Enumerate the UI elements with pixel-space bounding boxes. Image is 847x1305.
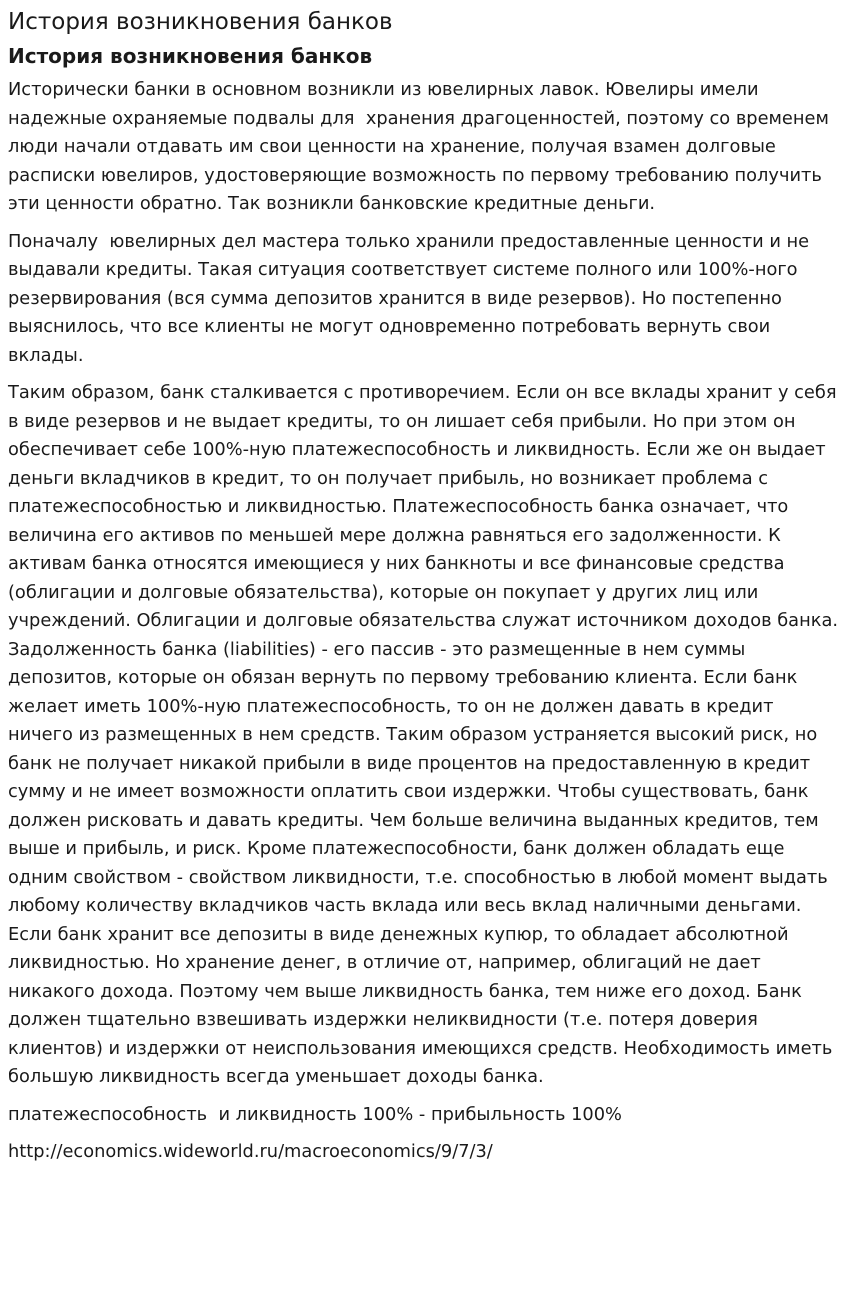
paragraph-full-reserve: Поначалу ювелирных дел мастера только хранили предоставленные ценности и не выдавали кредиты. Такая ситуация соответствует системе полного или 100%-ного резервирования (вся сумма депозитов хранится в виде резервов). Но постепенно выяснилось, что все клиенты не могут одновременно потребовать вернуть свои вклады. bbox=[8, 230, 815, 366]
article-heading: История возникновения банков bbox=[8, 44, 373, 68]
paragraph-origin: Исторически банки в основном возникли из ювелирных лавок. Ювелиры имели надежные охраняемые подвалы для хранения драгоценностей, поэтому со временем люди начали отдавать им свои ценности на хранение, получая взамен долговые расписки ювелиров, удостоверяющие возможность по первому требованию получить эти ценности обратно. Так возникли банковские кредитные деньги. bbox=[8, 79, 835, 214]
paragraph-solvency-liquidity: Таким образом, банк сталкивается с противоречием. Если он все вклады хранит у себя в виде резервов и не выдает кредиты, то он лишает себя прибыли. Но при этом он обеспечивает себе 100%-ную платежеспособность и ликвидность. Если же он выдает деньги вкладчиков в кредит, то он получает прибыль, но возникает проблема с платежеспособностью и ликвидностью. Платежеспособность банка означает, что величина его активов по меньшей мере должна равняться его задолженности. К активам банка относятся имеющиеся у них банкноты и все финансовые средства (облигации и долговые обязательства), которые он покупает у других лиц или учреждений. Облигации и долговые обязательства служат источником доходов банка. Задолженность банка (liabilities) - его пассив - это размещенные в нем суммы депозитов, которые он обязан вернуть по первому требованию клиента. Если банк желает иметь 100%-ную платежеспособность, то он не должен давать в кредит ничего из размещенных в нем средств. Таким образом устраняется высокий риск, но банк не получает никакой прибыли в виде процентов на предоставленную в кредит сумму и не имеет возможности оплатить свои издержки. Чтобы существовать, банк должен рисковать и давать кредиты. Чем больше величина выданных кредитов, тем выше и прибыль, и риск. Кроме платежеспособности, банк должен обладать еще одним свойством - свойством ликвидности, т.е. способностью в любой момент выдать любому количеству вкладчиков часть вклада или весь вклад наличными деньгами. Если банк хранит все депозиты в виде денежных купюр, то обладает абсолютной ликвидностью. Но хранение денег, в отличие от, например, облигаций не дает никакого дохода. Поэтому чем выше ликвидность банка, тем ниже его доход. Банк должен тщательно взвешивать издержки неликвидности (т.е. потеря доверия клиентов) и издержки от неиспользования имеющихся средств. Необходимость иметь большую ликвидность всегда уменьшает доходы банка. bbox=[8, 382, 844, 1087]
page-title: История возникновения банков bbox=[8, 9, 393, 35]
paragraph-summary: платежеспособность и ликвидность 100% - прибыльность 100% bbox=[8, 1103, 622, 1125]
source-link[interactable]: http://economics.wideworld.ru/macroeconomics/9/7/3/ bbox=[8, 1141, 493, 1162]
